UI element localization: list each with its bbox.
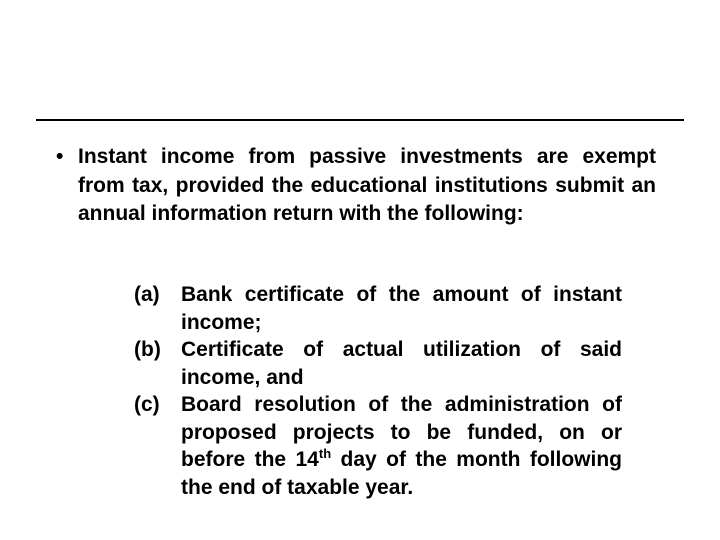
ordinal-superscript: th bbox=[318, 446, 332, 461]
bullet-marker: • bbox=[56, 145, 64, 168]
bullet-text: Instant income from passive investments are exempt from tax, provided the educational institutions submit an annual information return with the following: bbox=[78, 145, 656, 225]
requirements-list bbox=[134, 281, 622, 501]
item-text-before: Board resolution of the administration of proposed projects to be funded, on or before the 14 bbox=[181, 393, 622, 471]
main-bullet-point bbox=[56, 143, 656, 229]
item-text: Certificate of actual utilization of said income, and bbox=[181, 338, 622, 389]
list-item-b bbox=[134, 336, 622, 391]
list-item-c bbox=[134, 391, 622, 501]
item-label: (a) bbox=[134, 283, 160, 306]
item-label: (c) bbox=[134, 393, 160, 416]
item-text: Bank certificate of the amount of instant income; bbox=[181, 283, 622, 334]
item-text-after: day of the month following the end of taxable year. bbox=[181, 448, 622, 499]
horizontal-rule bbox=[36, 119, 684, 121]
item-label: (b) bbox=[134, 338, 161, 361]
item-text bbox=[181, 391, 622, 501]
list-item-a bbox=[134, 281, 622, 336]
